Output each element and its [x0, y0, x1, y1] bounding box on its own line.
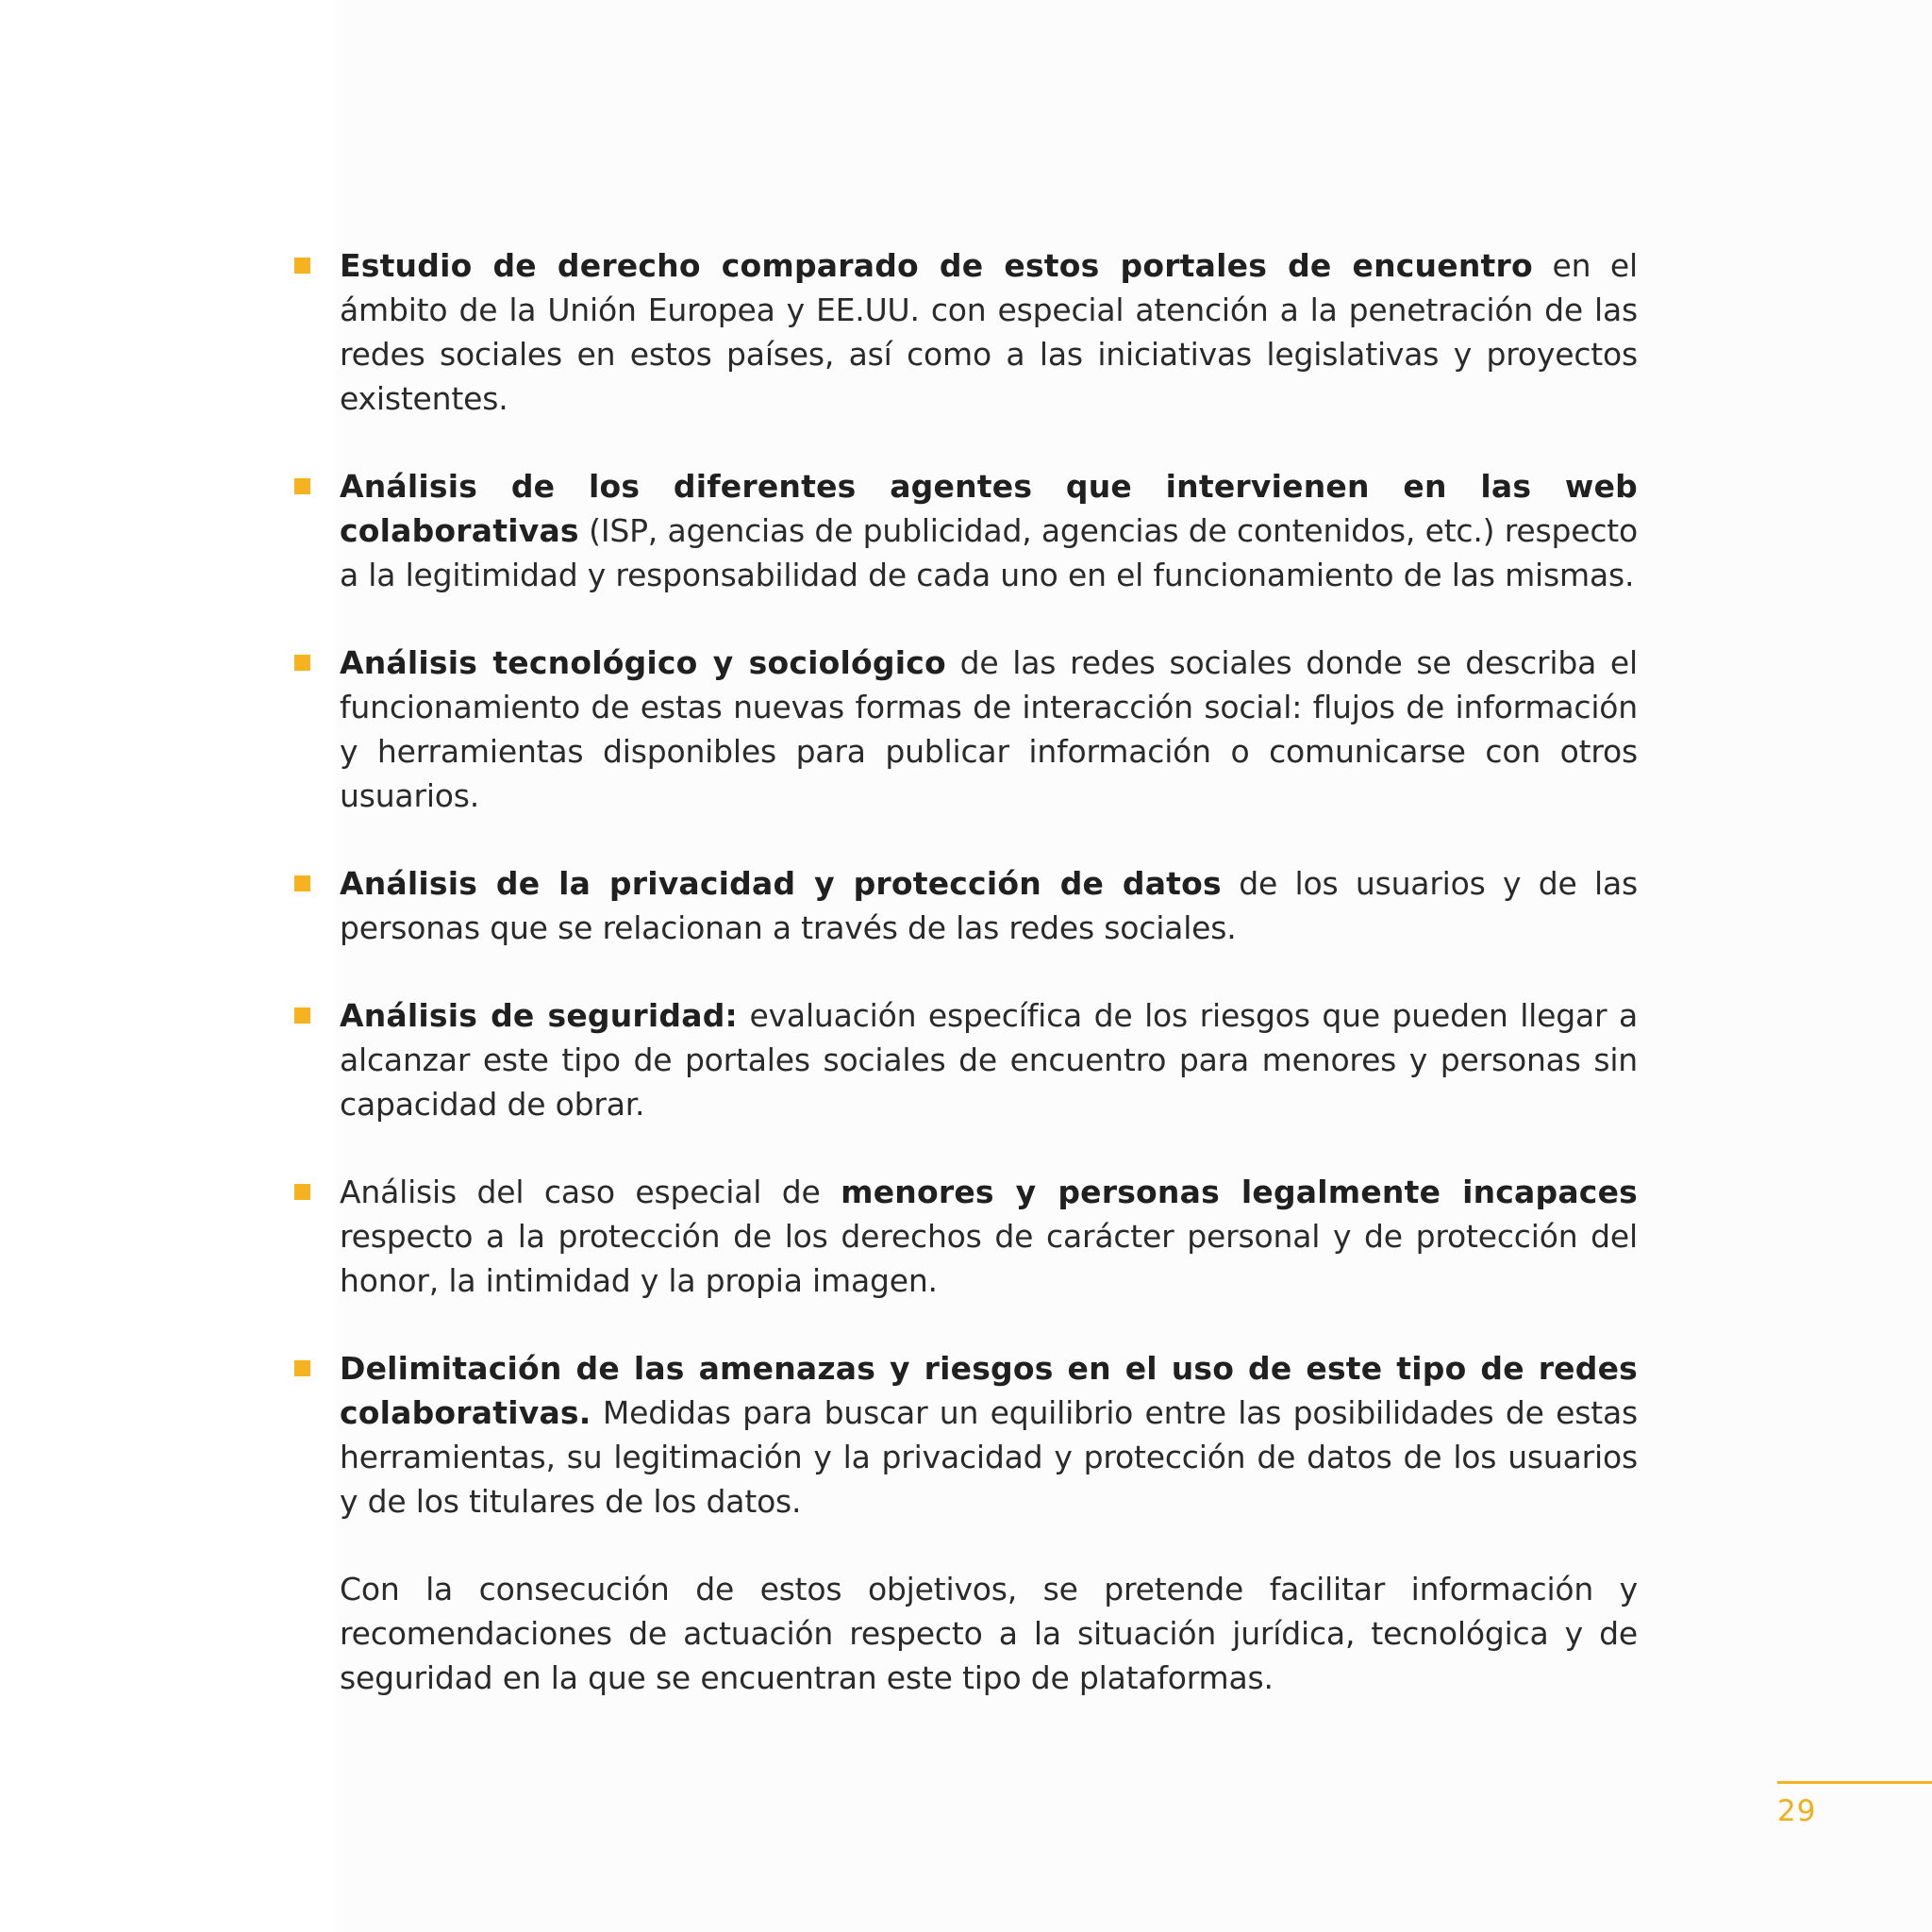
item-text: de las redes sociales donde se describa el funcionamiento de estas nuevas formas de interacción social: flujos de información y herramientas disponibles para publicar información o comunicarse con otros usuarios. [340, 644, 1638, 814]
objectives-list [289, 243, 1638, 1731]
item-text: en el ámbito de la Unión Europea y EE.UU. con especial atención a la penetración de las redes sociales en estos países, así como a las iniciativas legislativas y proyectos existentes. [340, 247, 1638, 417]
list-item [289, 1170, 1638, 1303]
item-heading: Análisis de la privacidad y protección de datos [340, 865, 1222, 902]
square-bullet-icon [294, 655, 310, 671]
list-item [289, 861, 1638, 950]
square-bullet-icon [294, 478, 310, 494]
item-heading: menores y personas legalmente incapaces [841, 1174, 1638, 1210]
footer-rule [1777, 1781, 1932, 1784]
item-text: de los usuarios y de las personas que se relacionan a través de las redes sociales. [340, 865, 1638, 946]
square-bullet-icon [294, 1360, 310, 1376]
item-lead-text: Análisis del caso especial de [340, 1174, 841, 1210]
square-bullet-icon [294, 258, 310, 274]
item-text: (ISP, agencias de publicidad, agencias de contenidos, etc.) respecto a la legitimidad y responsabilidad de cada uno en el funcionamiento de las mismas. [340, 512, 1638, 593]
page-number: 29 [1777, 1794, 1817, 1828]
square-bullet-icon [294, 1008, 310, 1024]
item-heading: Análisis de los diferentes agentes que intervienen en las web colaborativas [340, 468, 1638, 549]
square-bullet-icon [294, 1184, 310, 1200]
list-item [289, 993, 1638, 1126]
item-text: respecto a la protección de los derechos de carácter personal y de protección del honor, la intimidad y la propia imagen. [340, 1218, 1638, 1299]
list-item [289, 243, 1638, 421]
closing-paragraph: Con la consecución de estos objetivos, se pretende facilitar información y recomendaciones de actuación respecto a la situación jurídica, tecnológica y de seguridad en la que se encuentran este tipo de plataformas. [340, 1571, 1638, 1696]
item-heading: Estudio de derecho comparado de estos portales de encuentro [340, 247, 1533, 284]
item-text: evaluación específica de los riesgos que pueden llegar a alcanzar este tipo de portales sociales de encuentro para menores y personas sin capacidad de obrar. [340, 997, 1638, 1123]
item-heading: Análisis tecnológico y sociológico [340, 644, 946, 681]
item-heading: Delimitación de las amenazas y riesgos en el uso de este tipo de redes colaborativas. [340, 1350, 1638, 1431]
list-item [289, 641, 1638, 818]
list-item [289, 464, 1638, 597]
item-heading: Análisis de seguridad: [340, 997, 738, 1034]
square-bullet-icon [294, 875, 310, 891]
list-item [289, 1346, 1638, 1524]
closing-paragraph-wrapper [289, 1567, 1638, 1700]
item-text: Medidas para buscar un equilibrio entre las posibilidades de estas herramientas, su legitimación y la privacidad y protección de datos de los usuarios y de los titulares de los datos. [340, 1394, 1638, 1520]
